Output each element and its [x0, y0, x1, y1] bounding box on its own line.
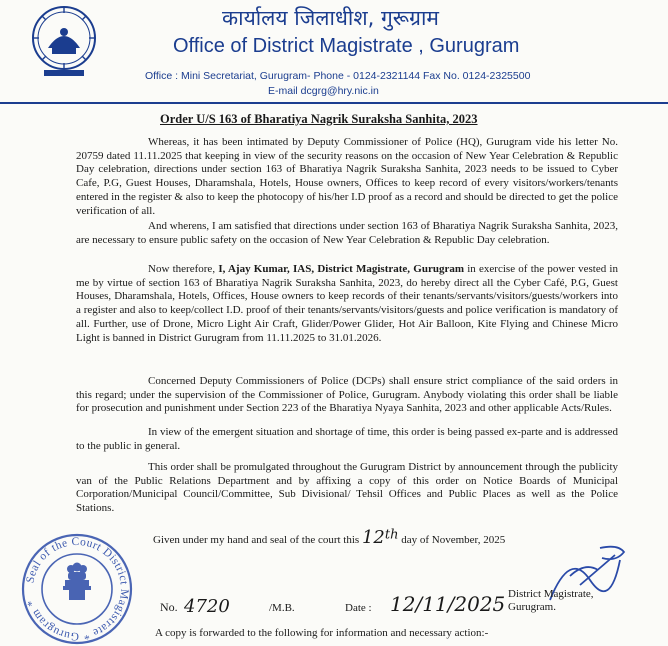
- order-paragraph-3: [76, 263, 618, 345]
- office-email: E-mail dcgrg@hry.nic.in: [268, 85, 379, 97]
- order-paragraph-2: And wherens, I am satisfied that directions under section 163 of Bharatiya Nagrik Suraksha Sanhita, 2023, are necessary to ensure public safety on the occasion of New Year Celebration & Republic Day celebration.: [76, 220, 618, 246]
- handwritten-day: 12: [361, 527, 385, 548]
- signatory-title-line1: District Magistrate,: [508, 588, 594, 600]
- copy-forwarded-line: A copy is forwarded to the following for information and necessary action:-: [155, 627, 489, 639]
- given-under-hand-line: [153, 527, 533, 548]
- ashoka-emblem-icon: [63, 563, 91, 601]
- order-paragraph-6: This order shall be promulgated throughout the Gurugram District by announcement through the publicity van of the Public Relations Department and by affixing a copy of this order on Notice Boards of Municipal Corporation/Municipal Council/Committee, Sub Divisional/ Tehsil Offices and Public Places as well as the Police Stations.: [76, 461, 618, 515]
- order-paragraph-5: In view of the emergent situation and shortage of time, this order is being passed ex-parte and is addressed to the public in general.: [76, 426, 618, 452]
- signatory-title: [508, 588, 628, 614]
- office-contact: Office : Mini Secretariat, Gurugram- Phone - 0124-2321144 Fax No. 0124-2325500: [145, 70, 531, 82]
- paragraph-3-rest: in exercise of the power vested in me by virtue of section 163 of Bharatiya Nagrik Suraksha Sanhita, 2023, do hereby direct all the Cyber Café, P.G, Guest Houses, Dharamshala, Hotels, Offices, House owners to keep records of their tenants/servants/visitors/guests/workers into a register and also to keep/collect I.D. proof of their tenants/servants/visitors/guests and police verification is mandatory of all. Further, use of Drone, Micro Light Air Craft, Glider/Power Glider, Hot Air Balloon, Kite Flying and Chinese Micro Light is banned in District Gurugram from 11.11.2025 to 31.01.2026.: [76, 263, 618, 344]
- handwritten-dispatch-number: 4720: [184, 596, 230, 617]
- dispatch-mb-label: /M.B.: [269, 602, 295, 614]
- letterhead-divider: [0, 102, 668, 104]
- dispatch-date-label: Date :: [345, 602, 372, 614]
- handwritten-dispatch-date: 12/11/2025: [390, 592, 506, 616]
- order-paragraph-1: Whereas, it has been intimated by Deputy Commissioner of Police (HQ), Gurugram vide his letter No. 20759 dated 11.11.2025 that keeping in view of the security reasons on the occasion of New Year Celebration & Republic Day celebration, directions under section 163 of Bharatiya Nagrik Suraksha Sanhita, 2023 needs to be issued to Cyber Cafe, P.G, Guest Houses, Dharamshala, Hotels, House owners, Offices to keep record of every visitors/workers/tenants entered in the register & also to keep the photocopy of his/her I.D proof as a record and should be directed to get the police verification of all.: [76, 136, 618, 217]
- court-seal-text: Seal of the Court District Magistrate * Gurugram *: [24, 535, 131, 643]
- court-seal-stamp: [18, 532, 136, 646]
- signatory-title-line2: Gurugram.: [508, 601, 556, 613]
- order-subject: Order U/S 163 of Bharatiya Nagrik Suraksha Sanhita, 2023: [160, 112, 478, 126]
- office-title: Office of District Magistrate , Gurugram: [173, 35, 520, 57]
- issuing-authority: I, Ajay Kumar, IAS, District Magistrate, Gurugram: [218, 263, 465, 275]
- dispatch-no-label: No.: [160, 600, 178, 614]
- office-title-hindi: कार्यालय जिलाधीश, गुरूग्राम: [222, 6, 439, 30]
- order-paragraph-4: Concerned Deputy Commissioners of Police (DCPs) shall ensure strict compliance of the said orders in this regard; under the supervision of the Commissioner of Police, Gurugram. Anybody violating this order shall be liable for prosecution and punishment under Section 223 of the Bharatiya Nyaya Sanhita, 2023 and other applicable Acts/Rules.: [76, 375, 618, 415]
- given-prefix: Given under my hand and seal of the court this: [153, 534, 360, 546]
- haryana-state-emblem-icon: [30, 4, 98, 80]
- given-suffix: day of November, 2025: [401, 534, 506, 546]
- paragraph-3-lead: Now therefore,: [148, 263, 219, 275]
- handwritten-day-suffix: th: [384, 527, 399, 543]
